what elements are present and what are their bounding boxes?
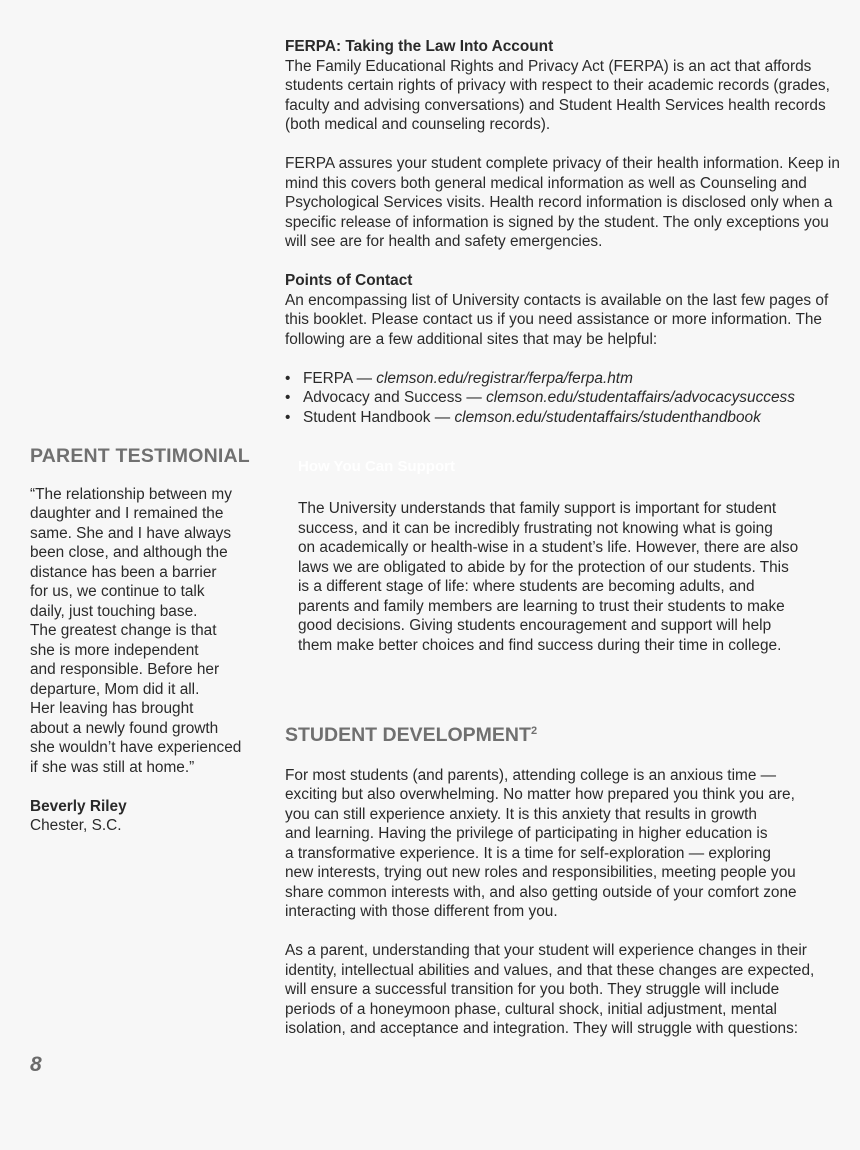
development-heading-text: STUDENT DEVELOPMENT — [285, 724, 531, 746]
bullet-icon: • — [285, 369, 291, 387]
support-section — [298, 457, 848, 655]
page-number: 8 — [30, 1053, 42, 1076]
development-heading — [285, 722, 845, 746]
footnote-marker: 2 — [530, 725, 538, 737]
contact-paragraph: An encompassing list of University contacts is available on the last few pages of this booklet. Please contact us if you need assistance or more information. The following are a few additional sites that may be helpful: — [285, 291, 829, 348]
list-item — [285, 388, 845, 408]
site-link[interactable]: clemson.edu/studentaffairs/advocacysuccess — [486, 389, 795, 406]
testimonial-location: Chester, S.C. — [30, 817, 122, 834]
main-column — [285, 37, 845, 427]
ferpa-paragraph-2: FERPA assures your student complete privacy of their health information. Keep in mind this covers both general medical information as well as Counseling and Psychological Services visits. Health record information is disclosed only when a specific release of information is signed by the student. The only exceptions you will see are for health and safety emergencies. — [285, 155, 840, 250]
support-heading: How You Can Support — [298, 458, 455, 475]
bullet-icon: • — [285, 408, 291, 426]
testimonial-author: Beverly Riley — [30, 797, 127, 815]
ferpa-heading: FERPA: Taking the Law Into Account — [285, 38, 554, 55]
ferpa-paragraph-1: The Family Educational Rights and Privacy Act (FERPA) is an act that affords students certain rights of privacy with respect to their academic records (grades, faculty and advising conversations) and Student Health Services health records (both medical and counseling records). — [285, 57, 830, 133]
testimonial-quote: “The relationship between my daughter and I remained the same. She and I have always been close, and although the distance has been a barrier for us, we continue to talk daily, just touching base. The greatest change is that she is more independent and responsible. Before her departure, Mom did it all. Her leaving has brought about a newly found growth she wouldn’t have experienced if she was still at home.” — [30, 485, 242, 776]
site-link[interactable]: clemson.edu/studentaffairs/studenthandbook — [454, 408, 761, 426]
testimonial-heading: PARENT TESTIMONIAL — [30, 445, 250, 467]
development-paragraph-1: For most students (and parents), attending college is an anxious time — exciting but also overwhelming. No matter how prepared you think you are, you can still experience anxiety. It is this anxiety that results in growth and learning. Having the privilege of participating in higher education is a transformative experience. It is a time for self-exploration — exploring new interests, trying out new roles and responsibilities, meeting people you share common interests with, and also getting outside of your comfort zone interacting with those different from you. — [285, 766, 797, 920]
testimonial-sidebar — [30, 447, 252, 836]
site-name: FERPA — — [303, 369, 377, 387]
site-name: Advocacy and Success — — [303, 389, 487, 406]
bullet-icon: • — [285, 389, 291, 406]
list-item — [285, 369, 845, 389]
site-link[interactable]: clemson.edu/registrar/ferpa/ferpa.htm — [376, 369, 633, 387]
contact-site-list — [285, 369, 845, 428]
list-item — [285, 408, 845, 428]
contact-heading: Points of Contact — [285, 272, 413, 289]
support-paragraph: The University understands that family support is important for student success, and it can be incredibly frustrating not knowing what is going on academically or health-wise in a student’s life. However, there are also laws we are obligated to abide by for the protection of our students. This is a different stage of life: where students are becoming adults, and parents and family members are learning to trust their students to make good decisions. Giving students encouragement and support will help them make better choices and find success during their time in college. — [298, 500, 799, 654]
development-paragraph-2: As a parent, understanding that your student will experience changes in their identity, intellectual abilities and values, and that these changes are expected, will ensure a successful transition for you both. They struggle will include periods of a honeymoon phase, cultural shock, initial adjustment, mental isolation, and acceptance and integration. They will struggle with questions: — [285, 942, 815, 1037]
site-name: Student Handbook — — [303, 408, 455, 426]
development-section — [285, 722, 845, 1039]
